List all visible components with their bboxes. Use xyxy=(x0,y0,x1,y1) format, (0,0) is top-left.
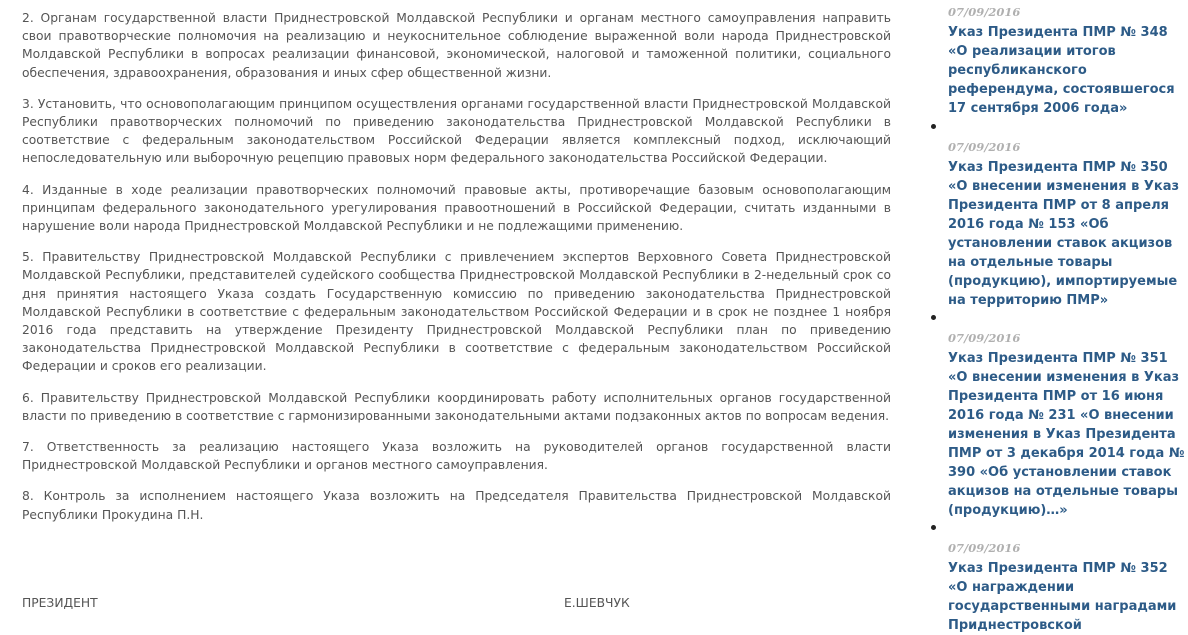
news-date: 07/09/2016 xyxy=(948,541,1021,555)
news-link[interactable]: Указ Президента ПМР № 352 «О награждении государственными наградами Приднестровской xyxy=(948,561,1177,633)
article-paragraph: 5. Правительству Приднестровской Молдавской Республики с привлечением экспертов Верховного Совета Приднестровской Молдавской Республики, представителей судейского сообщества Приднестровской Молдавской Республики в 2-недельный срок со дня принятия настоящего Указа создать Государственную комиссию по приведению законодательства Приднестровской Молдавской Республики в соответствие с федеральным законодательством Российской Федерации и в срок не позднее 1 ноября 2016 года представить на утверждение Президенту Приднестровской Молдавской Республики план по приведению законодательства Приднестровской Молдавской Республики в соответствие с федеральным законодательством Российской Федерации и сроков его реализации. xyxy=(22,250,891,374)
news-date: 07/09/2016 xyxy=(948,5,1021,19)
article-paragraph: 6. Правительству Приднестровской Молдавской Республики координировать работу исполнительных органов государственной власти по приведению в соответствие с гармонизированными законодательными актами подзаконных актов по вопросам ведения. xyxy=(22,390,891,423)
news-link[interactable]: Указ Президента ПМР № 351 «О внесении изменения в Указ Президента ПМР от 16 июня 2016 года № 231 «О внесении изменения в Указ Президента ПМР от 3 декабря 2014 года № 390 «Об установлении ставок акцизов на отдельные товары (продукцию)…» xyxy=(948,351,1185,518)
news-link[interactable]: Указ Президента ПМР № 350 «О внесении изменения в Указ Президента ПМР от 8 апреля 2016 года № 153 «Об установлении ставок акцизов на отдельные товары (продукцию), импортируемые на территорию ПМР» xyxy=(948,160,1180,308)
article-paragraph: 3. Установить, что основополагающим принципом осуществления органами государственной власти Приднестровской Молдавской Республики правотворческих полномочий по приведению законодательства Приднестровской Молдавской Республики в соответствие с федеральным законодательством Российской Федерации является комплексный подход, исключающий непоследовательную или выборочную рецепцию правовых норм федерального законодательства Российской Федерации. xyxy=(22,96,891,166)
signature-post: ПРЕЗИДЕНТ xyxy=(22,596,98,610)
article-paragraph: 4. Изданные в ходе реализации правотворческих полномочий правовые акты, противоречащие базовым основополагающим принципам федерального законодательного урегулирования правоотношений в Российской Федерации, считать изданными в нарушение воли народа Приднестровской Молдавской Республики и не подлежащими применению. xyxy=(22,182,891,234)
signature-name: Е.ШЕВЧУК xyxy=(564,596,630,610)
article-paragraph: 7. Ответственность за реализацию настоящего Указа возложить на руководителей органов государственной власти Приднестровской Молдавской Республики и органов местного самоуправления. xyxy=(22,440,891,473)
news-link[interactable]: Указ Президента ПМР № 348 «О реализации итогов республиканского референдума, состоявшегося 17 сентября 2006 года» xyxy=(948,25,1175,116)
bullet-icon xyxy=(931,525,936,530)
news-sidebar xyxy=(929,0,1185,633)
news-date: 07/09/2016 xyxy=(948,331,1021,345)
bullet-icon xyxy=(931,315,936,320)
article-paragraph: 8. Контроль за исполнением настоящего Указа возложить на Председателя Правительства Приднестровской Молдавской Республики Прокудина П.Н. xyxy=(22,489,891,522)
signature-block xyxy=(22,596,891,616)
article-body xyxy=(22,9,891,537)
news-date: 07/09/2016 xyxy=(948,140,1021,154)
bullet-icon xyxy=(931,124,936,129)
article-paragraph: 2. Органам государственной власти Приднестровской Молдавской Республики и органам местного самоуправления направить свои правотворческие полномочия на реализацию и неукоснительное соблюдение выраженной воли народа Приднестровской Молдавской Республики в вопросах реализации финансовой, экономической, налоговой и таможенной политики, социального обеспечения, здравоохранения, образования и иных сфер общественной жизни. xyxy=(22,11,891,80)
